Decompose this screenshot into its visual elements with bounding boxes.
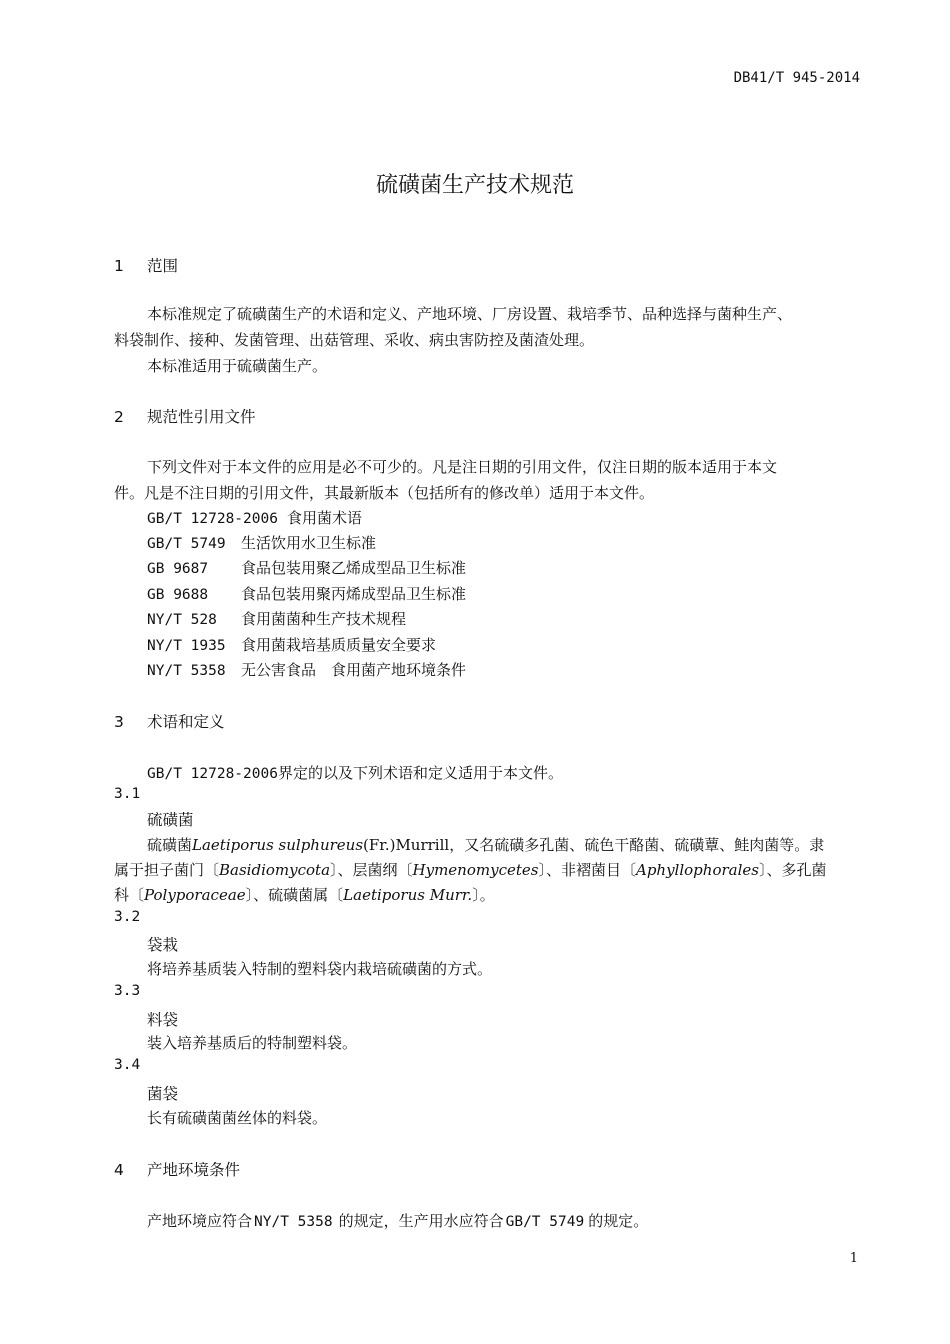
- reference-item: [147, 532, 376, 553]
- reference-item: [147, 557, 466, 578]
- reference-item: [147, 583, 466, 604]
- definition-text: 属于担子菌门〔: [114, 861, 220, 879]
- section-title: 范围: [147, 257, 179, 275]
- term-number: 3.3: [114, 983, 141, 999]
- document-title: 硫磺菌生产技术规范: [375, 173, 574, 198]
- section-title: 术语和定义: [147, 713, 225, 731]
- definition-line: [147, 834, 824, 855]
- definition-line: [114, 884, 495, 905]
- term-heading: 菌袋: [147, 1085, 179, 1103]
- paragraph-text: 的规定。: [588, 1212, 649, 1230]
- latin-name: Hymenomycetes: [412, 861, 539, 879]
- paragraph-line: 下列文件对于本文件的应用是必不可少的。凡是注日期的引用文件，仅注日期的版本适用于本文: [147, 458, 778, 476]
- reference-code: GB/T 12728-2006: [147, 766, 278, 782]
- term-number: 3.1: [114, 786, 141, 802]
- paragraph-line: 件。凡是不注日期的引用文件，其最新版本（包括所有的修改单）适用于本文件。: [114, 484, 655, 502]
- reference-code: GB/T 5749: [147, 536, 226, 552]
- latin-name: Laetiporus Murr.: [343, 886, 473, 904]
- definition-text: 〕、硫磺菌属〔: [245, 886, 344, 904]
- reference-name: 食品包装用聚乙烯成型品卫生标准: [241, 559, 467, 577]
- paragraph-line: 料袋制作、接种、发菌管理、出菇管理、采收、病虫害防控及菌渣处理。: [114, 331, 595, 349]
- definition-text: 科〔: [114, 886, 145, 904]
- paragraph-text: 的规定，生产用水应符合: [338, 1212, 504, 1230]
- definition-text: 长有硫磺菌菌丝体的料袋。: [147, 1109, 328, 1127]
- section-1-heading: [114, 254, 178, 276]
- latin-name: Basidiomycota: [219, 861, 331, 879]
- reference-name: 食用菌术语: [287, 509, 363, 527]
- section-number: 2: [114, 408, 124, 426]
- section-title: 规范性引用文件: [147, 408, 256, 426]
- reference-code: GB/T 12728-2006: [147, 511, 278, 527]
- reference-item: [147, 659, 466, 680]
- section-number: 3: [114, 713, 124, 731]
- paragraph: 本标准适用于硫磺菌生产。: [147, 357, 328, 375]
- reference-code: NY/T 5358: [147, 663, 226, 679]
- section-number: 4: [114, 1161, 124, 1179]
- reference-item: [147, 634, 436, 655]
- definition-text: 〕、多孔菌: [758, 861, 827, 879]
- latin-name: Polyporaceae: [144, 886, 246, 904]
- reference-code: GB 9688: [147, 587, 209, 603]
- section-2-heading: [114, 405, 256, 427]
- definition-text: 硫磺菌: [147, 836, 193, 854]
- term-heading: 硫磺菌: [147, 811, 194, 829]
- latin-name: Laetiporus sulphureus: [192, 836, 364, 854]
- term-number: 3.4: [114, 1057, 141, 1073]
- section-title: 产地环境条件: [147, 1161, 241, 1179]
- reference-item: [147, 507, 362, 528]
- reference-code: NY/T 1935: [147, 638, 226, 654]
- definition-text: 〕、层菌纲〔: [330, 861, 413, 879]
- section-3-heading: [114, 710, 225, 732]
- definition-line: [114, 859, 826, 880]
- paragraph: [147, 1210, 648, 1231]
- reference-name: 食用菌栽培基质质量安全要求: [241, 636, 437, 654]
- reference-code: GB 9687: [147, 561, 209, 577]
- term-heading: 袋栽: [147, 936, 179, 954]
- reference-item: [147, 608, 406, 629]
- definition-text: 装入培养基质后的特制塑料袋。: [147, 1034, 358, 1052]
- reference-name: 生活饮用水卫生标准: [241, 534, 377, 552]
- page-number: 1: [849, 1251, 858, 1266]
- definition-text: (Fr.)Murrill，又名硫磺多孔菌、硫色干酪菌、硫磺蕈、鲑肉菌等。隶: [363, 836, 825, 854]
- definition-text: 〕。: [472, 886, 495, 904]
- section-number: 1: [114, 257, 124, 275]
- paragraph: [147, 762, 563, 783]
- paragraph-line: 本标准规定了硫磺菌生产的术语和定义、产地环境、厂房设置、栽培季节、品种选择与菌种生产、: [147, 305, 793, 323]
- reference-name: 无公害食品 食用菌产地环境条件: [241, 661, 467, 679]
- latin-name: Aphyllophorales: [635, 861, 759, 879]
- reference-code: NY/T 528: [147, 612, 217, 628]
- term-number: 3.2: [114, 909, 141, 925]
- reference-code: NY/T 5358: [254, 1214, 333, 1230]
- document-code: DB41/T 945-2014: [733, 70, 860, 86]
- paragraph-text: 界定的以及下列术语和定义适用于本文件。: [277, 764, 563, 782]
- reference-name: 食用菌菌种生产技术规程: [241, 610, 407, 628]
- section-4-heading: [114, 1158, 240, 1180]
- paragraph-text: 产地环境应符合: [147, 1212, 253, 1230]
- reference-name: 食品包装用聚丙烯成型品卫生标准: [241, 585, 467, 603]
- term-heading: 料袋: [147, 1011, 179, 1029]
- reference-code: GB/T 5749: [505, 1214, 585, 1230]
- definition-text: 将培养基质装入特制的塑料袋内栽培硫磺菌的方式。: [147, 960, 493, 978]
- definition-text: 〕、非褶菌目〔: [538, 861, 636, 879]
